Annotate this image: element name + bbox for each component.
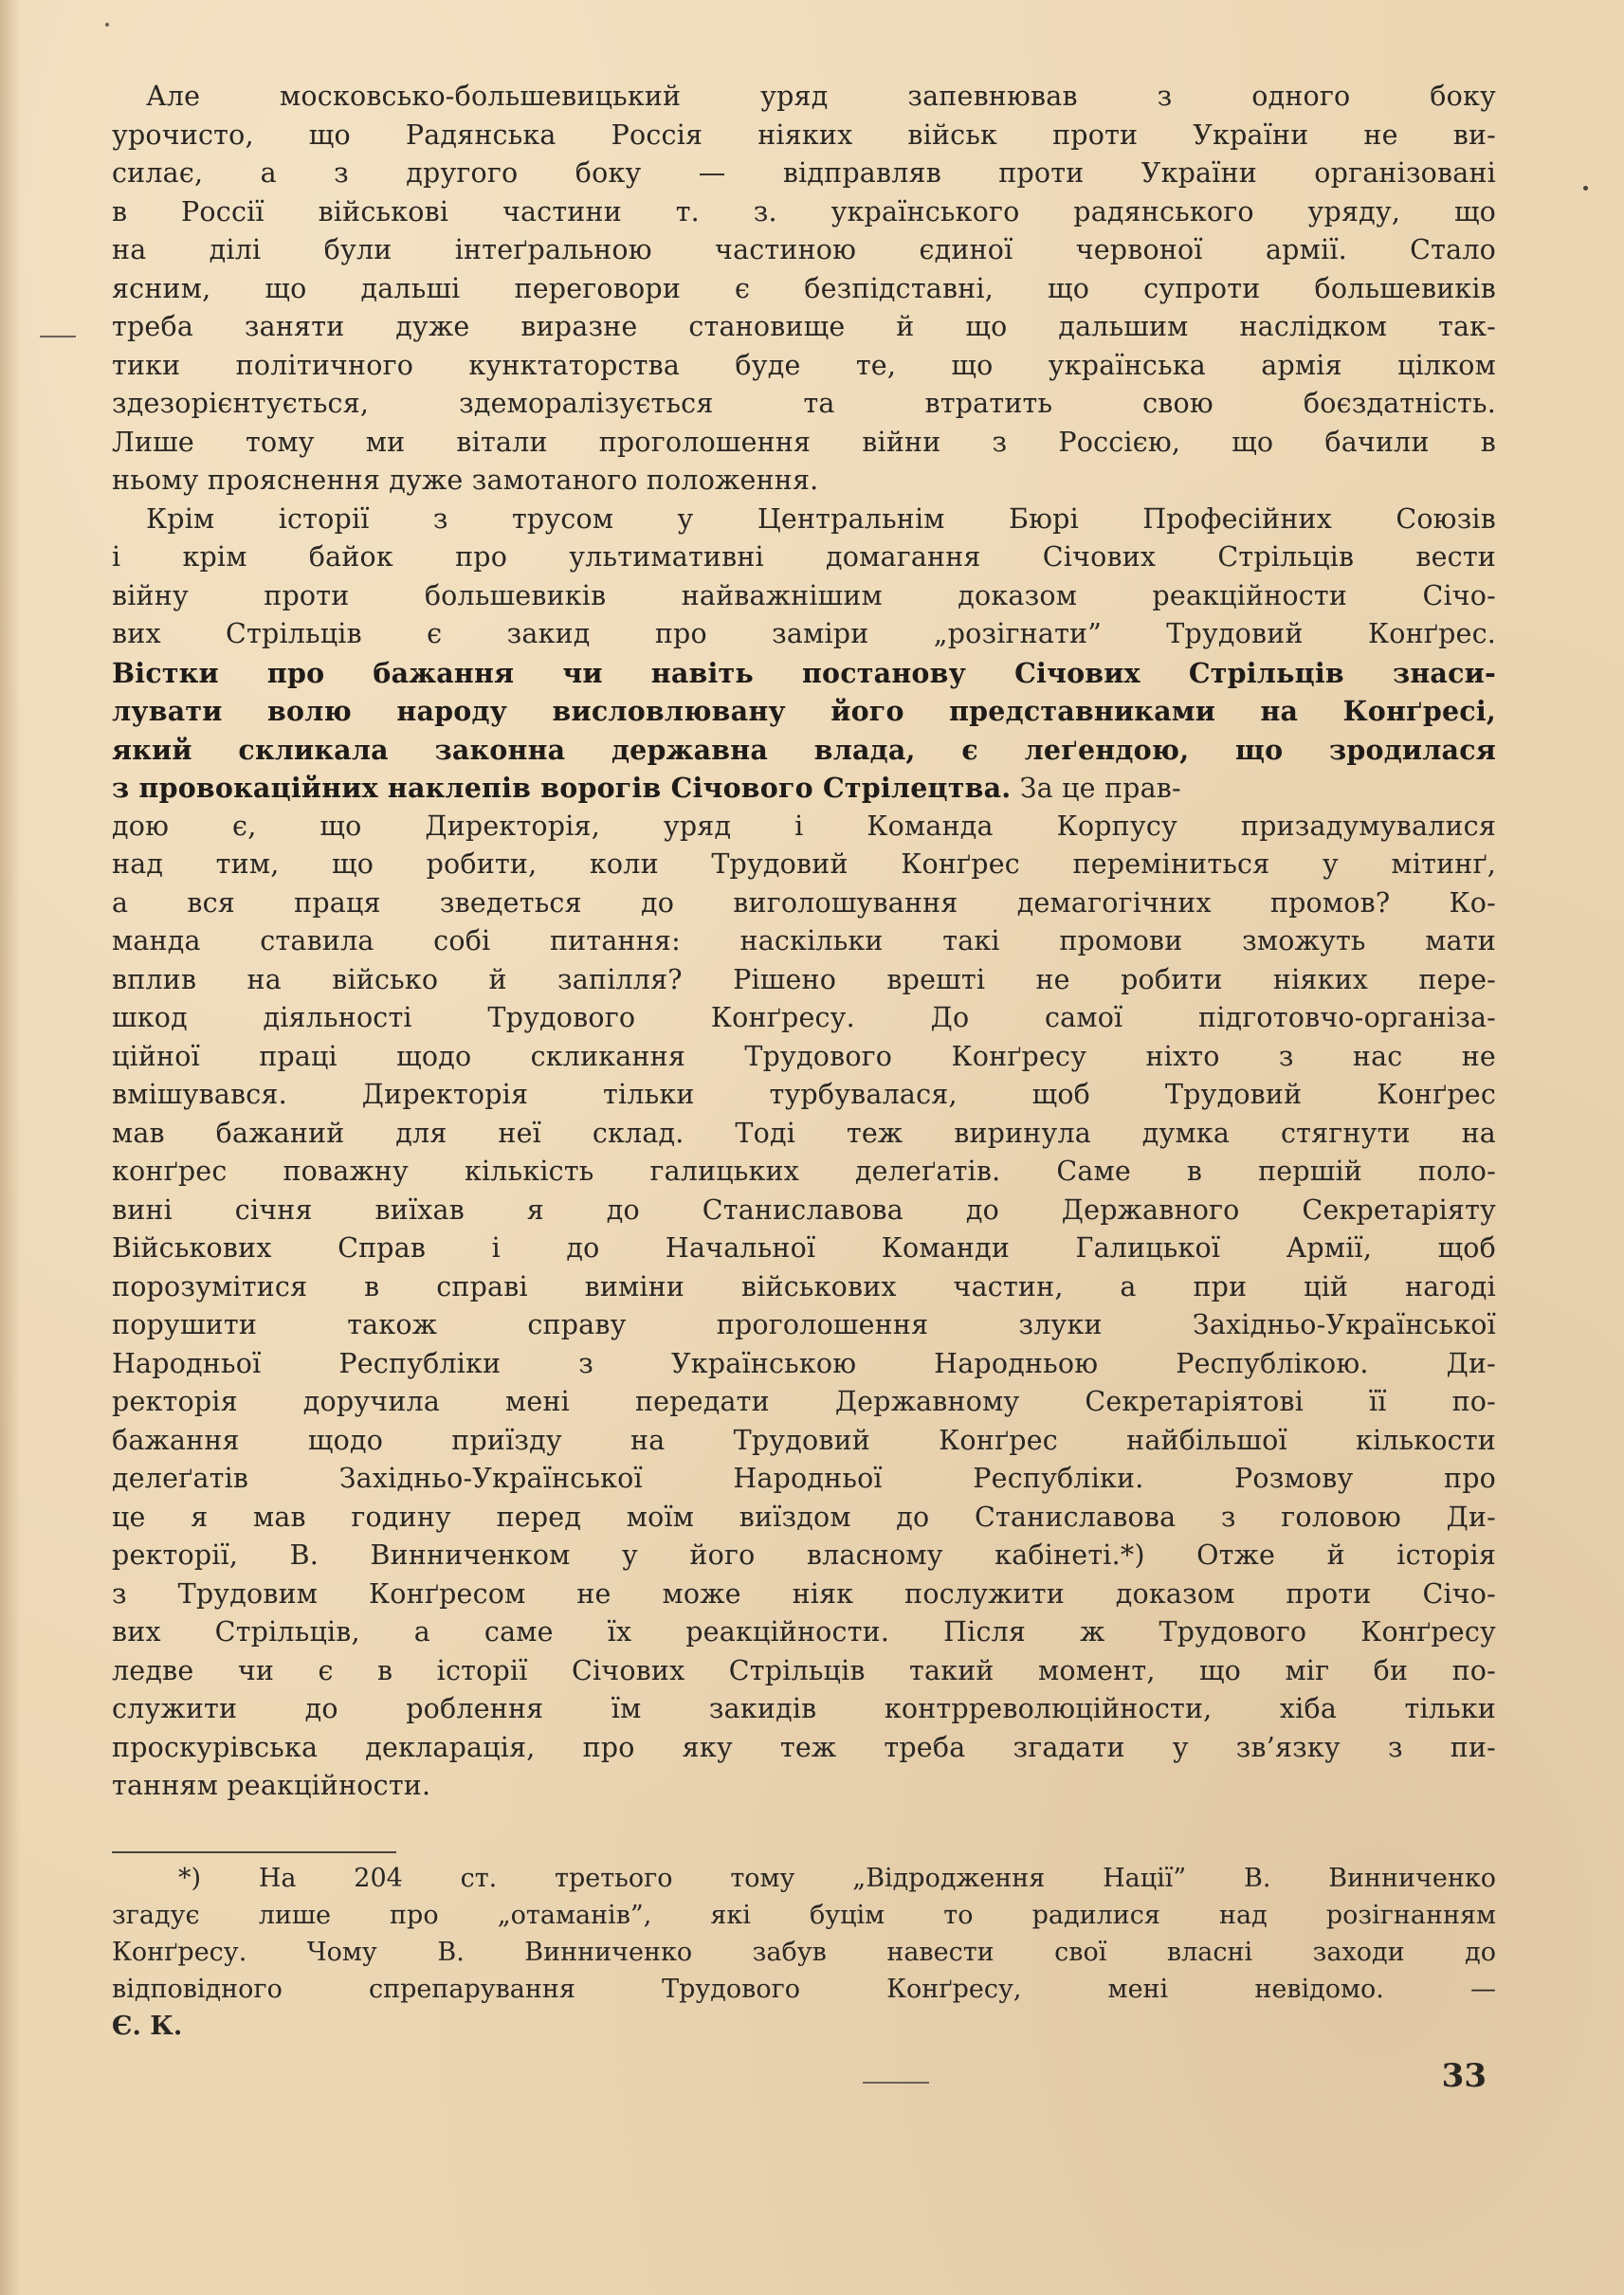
text-line: вих Стрільців, а саме їх реакційности. Після ж Трудового Конґресу — [112, 1616, 1496, 1648]
text-line: танням реакційности. — [112, 1770, 431, 1801]
text-line: це я мав годину перед моїм виїздом до Станиславова з головою Ди- — [112, 1501, 1496, 1533]
text-line: Але московсько-большевицький уряд запевнював з одного боку — [146, 81, 1496, 112]
text-line: бажання щодо приїзду на Трудовий Конґрес найбільшої кількости — [112, 1424, 1496, 1456]
text-line: делеґатів Західньо-Української Народньої Республіки. Розмову про — [112, 1463, 1496, 1494]
text-line — [112, 769, 1496, 808]
text-line: ньому прояснення дуже замотаного положення. — [112, 464, 819, 496]
text-line: над тим, що робити, коли Трудовий Конґрес переміниться у мітинґ, — [112, 848, 1496, 880]
text-line: проскурівська декларація, про яку теж треба згадати у зв’язку з пи- — [112, 1731, 1496, 1763]
text-line: ректорії, В. Винниченком у його власному кабінеті.*) Отже й історія — [112, 1539, 1496, 1571]
footnote-signature: Є. К. — [112, 2012, 183, 2041]
footnote-line: *) На 204 ст. третього тому „Відродження Нації” В. Винниченко — [178, 1864, 1496, 1893]
print-speck — [1583, 186, 1588, 191]
text-line: з Трудовим Конґресом не може ніяк послужити доказом проти Січо- — [112, 1577, 1496, 1610]
text-segment: За це прав- — [1011, 773, 1181, 804]
text-line: вині січня виїхав я до Станиславова до Державного Секретаріяту — [112, 1193, 1496, 1226]
text-line: війну проти большевиків найважнішим доказом реакційности Січо- — [112, 579, 1496, 611]
text-line: і крім байок про ультимативні домагання Січових Стрільців вести — [112, 541, 1496, 573]
text-line: манда ставила собі питання: наскільки такі промови зможуть мати — [112, 925, 1496, 956]
text-line-bold: лувати волю народу висловлювану його представниками на Конґресі, — [112, 695, 1496, 727]
text-segment-bold: з провокаційних наклепів ворогів Січового Стрілецтва. — [112, 772, 1012, 804]
print-speck — [105, 23, 109, 27]
text-line: вплив на військо й запілля? Рішено врешті не робити ніяких пере- — [112, 963, 1496, 995]
text-line: конґрес поважну кількість галицьких делеґатів. Саме в першій поло- — [112, 1156, 1496, 1187]
text-line: ректорія доручила мені передати Державному Секретаріятові її по- — [112, 1386, 1496, 1417]
text-line-bold: який скликала законна державна влада, є леґендою, що зродилася — [112, 733, 1496, 766]
text-line: а вся праця зведеться до виголошування демагогічних промов? Ко- — [112, 886, 1496, 919]
bottom-dash — [863, 2082, 929, 2084]
text-line: Лише тому ми вітали проголошення війни з Россією, що бачили в — [112, 426, 1496, 458]
page-edge-shadow — [0, 0, 21, 2295]
text-line: урочисто, що Радянська Россія ніяких військ проти України не ви- — [112, 118, 1496, 151]
text-line: порушити також справу проголошення злуки Західньо-Української — [112, 1309, 1496, 1340]
text-line: порозумітися в справі виміни військових частин, а при цій нагоді — [112, 1270, 1496, 1302]
text-line: ційної праці щодо скликання Трудового Конґресу ніхто з нас не — [112, 1040, 1496, 1072]
text-line: здезорієнтується, здеморалізується та втратить свою боєздатність. — [112, 388, 1496, 419]
main-text — [112, 78, 1496, 1806]
text-line: в Россії військові частини т. з. українського радянського уряду, що — [112, 195, 1496, 228]
text-line: служити до роблення їм закидів контрреволюційности, хіба тільки — [112, 1693, 1496, 1724]
text-line: ледве чи є в історії Січових Стрільців такий момент, що міг би по- — [112, 1654, 1496, 1686]
text-line: Крім історії з трусом у Центральнім Бюрі Професійних Союзів — [146, 502, 1496, 535]
page-number: 33 — [1441, 2057, 1487, 2095]
text-line: мав бажаний для неї склад. Тоді теж виринула думка стягнути на — [112, 1117, 1496, 1149]
text-line: вмішувався. Директорія тільки турбувалася, щоб Трудовий Конґрес — [112, 1079, 1496, 1110]
text-line: Військових Справ і до Начальної Команди Галицької Армії, щоб — [112, 1232, 1496, 1264]
footnote-divider — [112, 1851, 396, 1853]
text-line: дою є, що Директорія, уряд і Команда Корпусу призадумувалися — [112, 810, 1496, 842]
text-line: вих Стрільців є закид про заміри „розігнати” Трудовий Конґрес. — [112, 618, 1496, 649]
text-line: Народньої Республіки з Українською Народньою Республікою. Ди- — [112, 1347, 1496, 1379]
text-line: на ділі були інтеґральною частиною єдиної червоної армії. Стало — [112, 234, 1496, 265]
footnote-line: відповідного спрепарування Трудового Конґресу, мені невідомо. — — [112, 1975, 1496, 2004]
text-line: силає, а з другого боку — відправляв проти України організовані — [112, 157, 1496, 189]
footnote-line: згадує лише про „отаманів”, які буцім то радилися над розігнанням — [112, 1901, 1496, 1930]
text-line-bold: Вістки про бажання чи навіть постанову Січових Стрільців знаси- — [112, 656, 1496, 689]
text-line: тики політичного кунктаторства буде те, що українська армія цілком — [112, 349, 1496, 381]
text-line: ясним, що дальші переговори є безпідставні, що супроти большевиків — [112, 272, 1496, 304]
text-line: треба заняти дуже виразне становище й що дальшим наслідком так- — [112, 311, 1496, 342]
footnote — [112, 1860, 1496, 2045]
footnote-line: Конґресу. Чому В. Винниченко забув навести свої власні заходи до — [112, 1938, 1496, 1967]
text-line: шкод діяльності Трудового Конґресу. До самої підготовчо-організа- — [112, 1002, 1496, 1033]
margin-mark — [40, 336, 76, 337]
